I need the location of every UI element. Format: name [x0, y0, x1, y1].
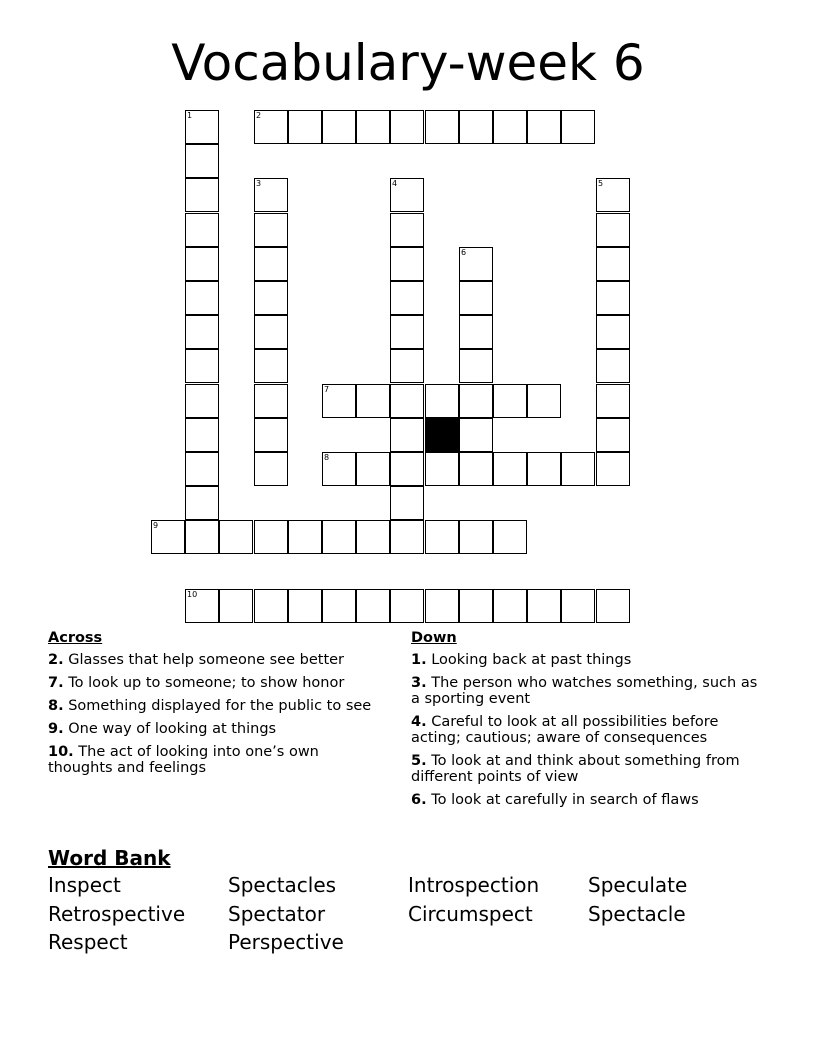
grid-cell[interactable]: [322, 452, 356, 486]
clue-number-label: 3: [256, 179, 262, 188]
grid-cell[interactable]: [527, 452, 561, 486]
grid-cell[interactable]: [185, 144, 219, 178]
grid-cell[interactable]: [185, 178, 219, 212]
grid-cell[interactable]: [185, 315, 219, 349]
word-bank-item: Spectacles: [228, 873, 337, 897]
grid-cell[interactable]: [356, 384, 390, 418]
grid-cell[interactable]: [596, 281, 630, 315]
clue-number: 8.: [48, 698, 64, 714]
word-bank-item: Spectacle: [588, 901, 686, 926]
clue-number-label: 5: [598, 179, 604, 188]
grid-cell[interactable]: [390, 589, 424, 623]
grid-cell[interactable]: [527, 384, 561, 418]
clue-number: 5.: [411, 753, 427, 769]
grid-cell[interactable]: [254, 589, 288, 623]
clue-across-2: [48, 652, 378, 668]
grid-cell[interactable]: [185, 589, 219, 623]
grid-cell[interactable]: [390, 247, 424, 281]
clue-number-label: 10: [187, 590, 198, 599]
clue-number-label: 9: [153, 521, 159, 530]
grid-cell[interactable]: [596, 247, 630, 281]
grid-cell[interactable]: [288, 589, 322, 623]
grid-cell[interactable]: [390, 520, 424, 554]
down-heading: Down: [411, 630, 457, 646]
grid-cell[interactable]: [288, 520, 322, 554]
grid-cell[interactable]: [254, 520, 288, 554]
grid-cell[interactable]: [254, 384, 288, 418]
grid-cell[interactable]: [390, 178, 424, 212]
grid-cell[interactable]: [185, 213, 219, 247]
clue-number: 9.: [48, 721, 64, 737]
grid-cell[interactable]: [185, 520, 219, 554]
grid-cell[interactable]: [596, 213, 630, 247]
grid-cell[interactable]: [322, 589, 356, 623]
grid-cell[interactable]: [390, 452, 424, 486]
grid-cell[interactable]: [459, 247, 493, 281]
grid-cell[interactable]: [596, 589, 630, 623]
clue-number-label: 2: [256, 111, 262, 120]
grid-cell[interactable]: [390, 486, 424, 520]
grid-cell[interactable]: [459, 384, 493, 418]
across-clues: [48, 630, 378, 783]
grid-cell[interactable]: [390, 384, 424, 418]
grid-cell[interactable]: [219, 589, 253, 623]
grid-cell[interactable]: [459, 110, 493, 144]
grid-cell[interactable]: [288, 110, 322, 144]
grid-cell[interactable]: [493, 452, 527, 486]
grid-cell[interactable]: [493, 520, 527, 554]
grid-cell[interactable]: [356, 589, 390, 623]
grid-cell[interactable]: [185, 110, 219, 144]
clue-down-6: [411, 792, 761, 808]
grid-cell[interactable]: [151, 520, 185, 554]
clue-text: Something displayed for the public to see: [68, 698, 372, 714]
grid-cell[interactable]: [390, 418, 424, 452]
clue-text: The act of looking into one’s own thoughts and feelings: [48, 744, 319, 776]
grid-cell[interactable]: [254, 110, 288, 144]
clue-text: Careful to look at all possibilities before acting; cautious; aware of consequences: [411, 714, 719, 746]
grid-cell[interactable]: [185, 418, 219, 452]
grid-cell[interactable]: [596, 349, 630, 383]
word-bank-item: Inspect: [48, 873, 121, 897]
clue-text: One way of looking at things: [68, 721, 277, 737]
word-bank-heading: Word Bank: [48, 846, 171, 870]
grid-cell[interactable]: [561, 110, 595, 144]
grid-cell[interactable]: [527, 110, 561, 144]
clue-number: 7.: [48, 675, 64, 691]
clue-number: 10.: [48, 744, 74, 760]
grid-cell[interactable]: [254, 281, 288, 315]
grid-cell[interactable]: [425, 384, 459, 418]
grid-cell[interactable]: [356, 110, 390, 144]
grid-cell[interactable]: [459, 315, 493, 349]
grid-cell[interactable]: [254, 418, 288, 452]
grid-cell[interactable]: [356, 452, 390, 486]
clue-number: 2.: [48, 652, 64, 668]
word-bank: [48, 873, 768, 959]
grid-cell[interactable]: [390, 110, 424, 144]
grid-cell[interactable]: [493, 589, 527, 623]
grid-cell[interactable]: [596, 315, 630, 349]
clue-down-1: [411, 652, 761, 668]
clue-down-3: [411, 675, 761, 707]
grid-cell[interactable]: [185, 452, 219, 486]
grid-cell[interactable]: [527, 589, 561, 623]
grid-cell[interactable]: [459, 281, 493, 315]
clue-number: 6.: [411, 792, 427, 808]
across-heading: Across: [48, 630, 103, 646]
grid-cell[interactable]: [390, 281, 424, 315]
grid-cell[interactable]: [254, 315, 288, 349]
clue-number: 4.: [411, 714, 427, 730]
word-bank-item: Speculate: [588, 873, 688, 897]
clue-down-4: [411, 714, 761, 746]
grid-cell[interactable]: [596, 384, 630, 418]
grid-cell[interactable]: [425, 452, 459, 486]
grid-cell[interactable]: [561, 452, 595, 486]
grid-cell[interactable]: [254, 247, 288, 281]
grid-cell[interactable]: [459, 418, 493, 452]
grid-cell[interactable]: [185, 384, 219, 418]
grid-cell[interactable]: [356, 520, 390, 554]
word-bank-item: Respect: [48, 930, 128, 954]
grid-cell[interactable]: [390, 213, 424, 247]
clue-across-8: [48, 698, 378, 714]
grid-cell[interactable]: [254, 178, 288, 212]
clue-number: 1.: [411, 652, 427, 668]
grid-cell[interactable]: [185, 349, 219, 383]
clue-number-label: 6: [461, 248, 467, 257]
clue-across-10: [48, 744, 378, 776]
grid-cell[interactable]: [425, 589, 459, 623]
clue-text: Looking back at past things: [431, 652, 632, 668]
grid-cell[interactable]: [390, 349, 424, 383]
grid-cell[interactable]: [322, 384, 356, 418]
grid-cell[interactable]: [425, 110, 459, 144]
grid-cell[interactable]: [459, 520, 493, 554]
clue-number-label: 8: [324, 453, 330, 462]
grid-cell[interactable]: [254, 213, 288, 247]
clue-text: To look up to someone; to show honor: [68, 675, 345, 691]
clue-text: To look at and think about something from different points of view: [411, 753, 740, 785]
grid-cell[interactable]: [390, 315, 424, 349]
grid-cell[interactable]: [219, 520, 253, 554]
grid-cell[interactable]: [185, 281, 219, 315]
grid-cell[interactable]: [459, 589, 493, 623]
grid-cell[interactable]: [425, 520, 459, 554]
grid-cell[interactable]: [493, 384, 527, 418]
grid-cell[interactable]: [254, 349, 288, 383]
clue-number: 3.: [411, 675, 427, 691]
clue-text: Glasses that help someone see better: [68, 652, 345, 668]
clue-number-label: 7: [324, 385, 330, 394]
word-bank-item: Perspective: [228, 930, 344, 954]
grid-cell[interactable]: [596, 178, 630, 212]
clue-number-label: 4: [392, 179, 398, 188]
grid-cell[interactable]: [185, 247, 219, 281]
grid-cell[interactable]: [459, 349, 493, 383]
grid-cell[interactable]: [254, 452, 288, 486]
word-bank-item: Circumspect: [408, 901, 533, 926]
word-bank-item: Spectator: [228, 901, 326, 926]
grid-cell[interactable]: [596, 452, 630, 486]
grid-cell[interactable]: [322, 520, 356, 554]
page-title: Vocabulary-week 6: [171, 34, 645, 92]
clue-down-5: [411, 753, 761, 785]
clue-text: The person who watches something, such as a sporting event: [411, 675, 758, 707]
down-clues: [411, 630, 761, 815]
grid-cell[interactable]: [493, 110, 527, 144]
clue-number-label: 1: [187, 111, 193, 120]
clue-across-7: [48, 675, 378, 691]
word-bank-item: Retrospective: [48, 901, 186, 926]
black-cell: [425, 418, 459, 452]
grid-cell[interactable]: [561, 589, 595, 623]
grid-cell[interactable]: [322, 110, 356, 144]
word-bank-item: Introspection: [408, 873, 540, 897]
grid-cell[interactable]: [185, 486, 219, 520]
grid-cell[interactable]: [459, 452, 493, 486]
clue-text: To look at carefully in search of flaws: [431, 792, 699, 808]
grid-cell[interactable]: [596, 418, 630, 452]
clue-across-9: [48, 721, 378, 737]
